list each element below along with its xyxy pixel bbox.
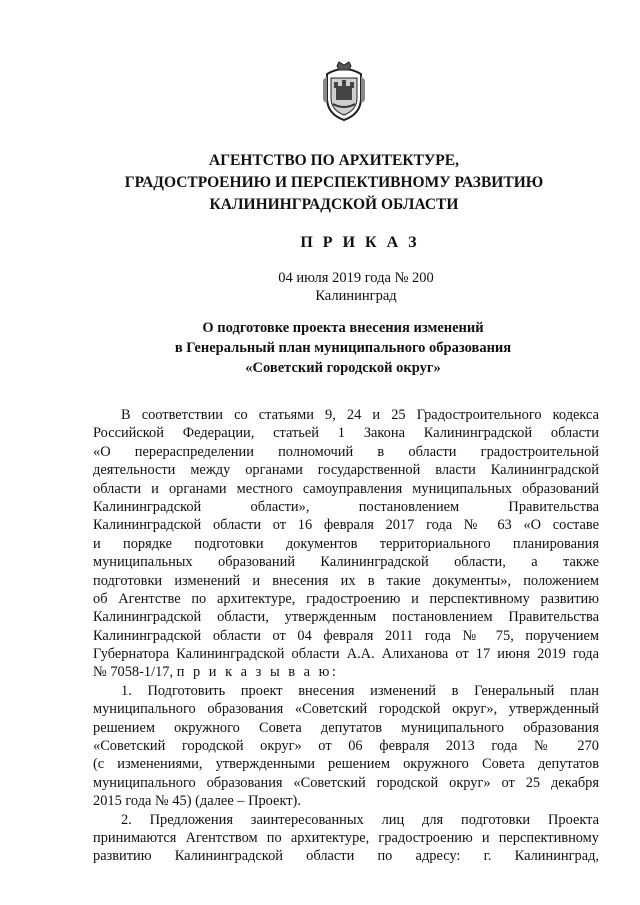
document-city: Калининград: [315, 288, 397, 304]
body-line: развитию Калининградской области по адресу: г. Калининград,: [93, 848, 599, 865]
document-subject: [0, 318, 640, 378]
body-line: муниципальных образований Калининградской области, а также: [93, 554, 599, 571]
document-body: [93, 406, 599, 866]
body-line: «Советский городской округ» от 06 февраля 2013 года № 270: [93, 738, 599, 755]
agency-name-line: КАЛИНИНГРАДСКОЙ ОБЛАСТИ: [209, 196, 459, 213]
document-date: 04 июля 2019 года № 200: [278, 270, 434, 286]
agency-name-line: АГЕНТСТВО ПО АРХИТЕКТУРЕ,: [209, 152, 459, 169]
body-line: деятельности между органами государственной власти Калининградской: [93, 462, 599, 479]
body-line: В соответствии со статьями 9, 24 и 25 Градостроительного кодекса: [121, 407, 599, 423]
body-line: Калининградской области», постановлением Правительства: [93, 498, 599, 515]
body-line: Губернатора Калининградской области А.А. Алиханова от 17 июня 2019 года: [93, 646, 599, 663]
document-type-title: П Р И К А З: [300, 234, 420, 251]
body-line: решением окружного Совета депутатов муниципального образования: [93, 719, 599, 736]
agency-name: [0, 150, 640, 216]
body-line: Калининградской области от 16 февраля 2017 года № 63 «О составе: [93, 517, 599, 534]
body-line: муниципального образования «Советский городской округ», утвержденный: [93, 701, 599, 718]
body-line: подготовки изменений и внесения их в такие документы», положением: [93, 572, 599, 589]
coat-of-arms-emblem: [319, 60, 369, 122]
body-line: муниципального образования «Советский городской округ» от 25 декабря: [93, 774, 599, 791]
order-word: п р и к а з ы в а ю:: [176, 664, 339, 681]
subject-line: О подготовке проекта внесения изменений: [202, 320, 484, 336]
body-line-with-order: [93, 663, 599, 681]
body-line: Калининградской области, утвержденным постановлением Правительства: [93, 609, 599, 626]
body-line: об Агентстве по архитектуре, градостроению и перспективному развитию: [93, 590, 599, 607]
body-line: Калининградской области от 04 февраля 2011 года № 75, поручением: [93, 627, 599, 644]
agency-name-line: ГРАДОСТРОЕНИЮ И ПЕРСПЕКТИВНОМУ РАЗВИТИЮ: [124, 174, 544, 191]
body-line: 2015 года № 45) (далее – Проект).: [93, 793, 301, 810]
body-line: и порядке подготовки документов территориального планирования: [93, 535, 599, 552]
subject-line: «Советский городской округ»: [245, 360, 441, 376]
body-line: 2. Предложения заинтересованных лиц для подготовки Проекта: [121, 811, 599, 828]
body-line: области и органами местного самоуправления муниципальных образований: [93, 480, 599, 497]
body-line: «О перераспределении полномочий в области градостроительной: [93, 443, 599, 460]
body-line: 1. Подготовить проект внесения изменений в Генеральный план: [121, 682, 599, 699]
body-line: (с изменениями, утвержденными решением окружного Совета депутатов: [93, 756, 599, 773]
body-line: Российской Федерации, статьей 1 Закона Калининградской области: [93, 425, 599, 442]
subject-line: в Генеральный план муниципального образования: [174, 340, 512, 356]
body-line: № 7058-1/17,: [93, 664, 174, 681]
body-line: принимаются Агентством по архитектуре, градостроению и перспективному: [93, 829, 599, 846]
